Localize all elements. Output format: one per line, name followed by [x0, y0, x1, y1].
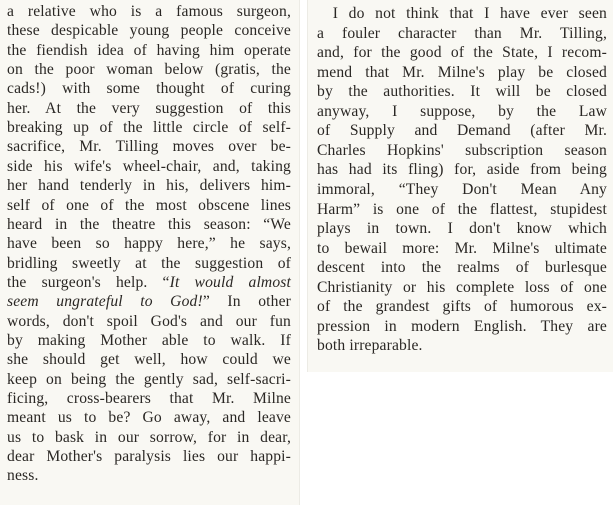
line-text: have been so happy here,” he says, — [7, 235, 291, 253]
line-text: by making Mother able to walk. If — [7, 331, 291, 349]
text-line — [7, 100, 291, 118]
text-line — [7, 293, 291, 311]
line-text: a relative who is a famous surgeon, — [7, 3, 291, 20]
text-line — [317, 220, 607, 238]
text-line — [7, 22, 291, 40]
line-text: to bewail more: Mr. Milne's ultimate — [317, 239, 607, 257]
line-text: by the authorities. It will be closed — [317, 83, 607, 101]
text-line — [317, 201, 607, 219]
text-line — [317, 5, 607, 23]
line-text: words, don't spoil God's and our fun — [7, 312, 291, 330]
line-text: immoral, “They Don't Mean Any — [317, 180, 607, 198]
italic-text: seem ungrateful to God! — [7, 293, 203, 311]
line-text: ficing, cross-bearers that Mr. Milne — [7, 390, 291, 407]
line-text: descent into the realms of burlesque — [317, 259, 607, 277]
line-text: self of one of the most obscene lines — [7, 196, 291, 214]
text-line — [317, 44, 607, 62]
text-line — [7, 197, 291, 215]
text-line — [7, 119, 291, 137]
text-line — [317, 259, 607, 277]
text-line — [7, 467, 291, 485]
line-text: Charles Hopkins' subscription season — [317, 141, 607, 159]
text-line — [7, 61, 291, 79]
left-text-column — [0, 0, 300, 505]
text-line — [7, 313, 291, 331]
line-text: cads!) with some thought of curing — [7, 80, 291, 98]
line-text: and, for the good of the State, I recom- — [317, 44, 607, 62]
line-text: she should get well, how could we — [7, 351, 291, 369]
text-line — [317, 337, 607, 355]
text-line — [317, 298, 607, 316]
text-line — [7, 409, 291, 427]
line-text: her. At the very suggestion of this — [7, 99, 291, 117]
text-line — [7, 3, 291, 21]
line-text: Christianity or his complete loss of one — [317, 278, 607, 296]
line-text: bridling sweetly at the suggestion of — [7, 254, 291, 272]
text-line — [7, 158, 291, 176]
text-line — [317, 240, 607, 258]
text-line — [7, 274, 291, 292]
line-text: plays in town. I don't know which — [317, 220, 607, 238]
line-text: dear Mother's paralysis lies our happi- — [7, 448, 291, 466]
line-text: mend that Mr. Milne's play be closed — [317, 63, 607, 81]
line-text: pression in modern English. They are — [317, 317, 607, 335]
text-line — [7, 42, 291, 60]
line-text: the fiendish idea of having him operate — [7, 41, 291, 59]
text-line — [317, 103, 607, 121]
text-line — [7, 255, 291, 273]
text-line — [7, 429, 291, 447]
line-text: of the grandest gifts of humorous ex- — [317, 298, 607, 316]
text-line — [7, 390, 291, 408]
text-line — [317, 25, 607, 43]
line-text: ” In other — [202, 293, 292, 311]
line-text: both irreparable. — [317, 337, 423, 355]
line-text: anyway, I suppose, by the Law — [317, 102, 607, 120]
line-text: side his wife's wheel-chair, and, taking — [7, 157, 291, 175]
text-line — [317, 181, 607, 199]
line-text: meant us to be? Go away, and leave — [7, 409, 291, 427]
line-text: these despicable young people conceive — [7, 22, 291, 40]
text-line — [7, 332, 291, 350]
line-text: has had its fling) for, aside from being — [317, 161, 607, 179]
text-line — [7, 448, 291, 466]
text-line — [317, 318, 607, 336]
line-text: Harm” is one of the flattest, stupidest — [317, 200, 607, 218]
italic-text: It would almost — [169, 273, 291, 291]
line-text: a fouler character than Mr. Tilling, — [317, 24, 607, 42]
line-text: ness. — [7, 467, 39, 485]
text-line — [7, 216, 291, 234]
line-text: of Supply and Demand (after Mr. — [317, 122, 607, 140]
text-line — [7, 371, 291, 389]
text-line — [7, 235, 291, 253]
text-line — [317, 83, 607, 101]
text-line — [317, 142, 607, 160]
line-text: on the poor woman below (gratis, the — [7, 61, 291, 79]
text-line — [7, 177, 291, 195]
text-line — [7, 80, 291, 98]
line-text: us to bask in our sorrow, for in dear, — [7, 428, 291, 446]
text-line — [7, 138, 291, 156]
text-line — [317, 161, 607, 179]
line-text: sacrifice, Mr. Tilling moves over be- — [7, 138, 291, 156]
text-line — [317, 64, 607, 82]
line-text: the surgeon's help. “ — [7, 273, 170, 291]
text-line — [317, 122, 607, 140]
line-text: heard in the theatre this season: “We — [7, 215, 291, 233]
line-text: keep on being the gently sad, self-sacri- — [7, 370, 291, 388]
text-line — [317, 279, 607, 297]
right-text-column — [307, 0, 613, 372]
text-line — [7, 351, 291, 369]
line-text: I do not think that I have ever seen — [317, 5, 607, 22]
line-text: breaking up of the little circle of self- — [7, 119, 291, 137]
line-text: her hand tenderly in his, delivers him- — [7, 177, 291, 195]
